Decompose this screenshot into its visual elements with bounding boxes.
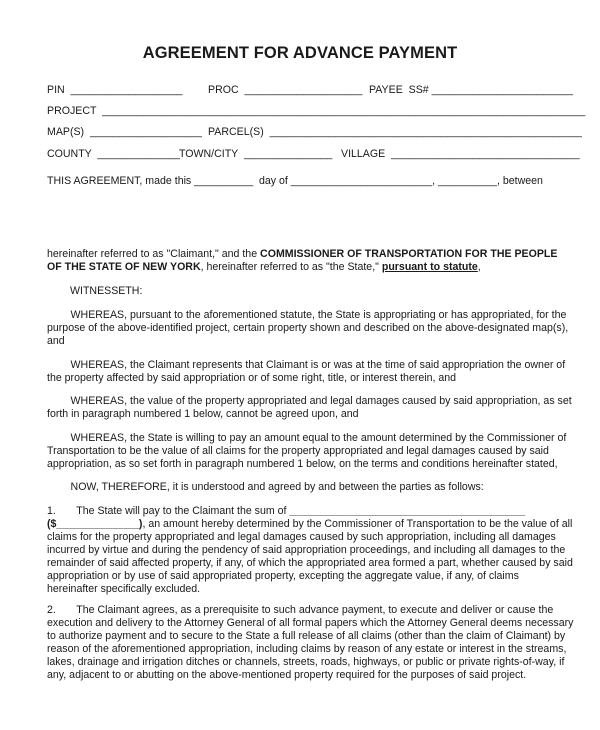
parcels-field: PARCEL(S) _____________________________________________________ — [208, 126, 582, 138]
state-ref-text: , hereinafter referred to as "the State," — [200, 261, 382, 273]
clause-1-line — [47, 505, 525, 518]
clause-2-line: lakes, drainage and irrigation ditches or channels, streets, roads, highways, or public or private rights-of-way, if — [47, 656, 565, 668]
clause-1-line — [47, 518, 572, 531]
pursuant-to-statute-text: pursuant to statute — [381, 261, 478, 273]
county-field: COUNTY ______________ — [47, 148, 180, 160]
amount-blank: ______________ — [56, 518, 139, 530]
whereas-4-line: appropriation, as so set forth in paragraph numbered 1 below, on the terms and conditions hereinafter stated, — [47, 458, 558, 470]
clause-2-line: 2. The Claimant agrees, as a prerequisite to such advance payment, to execute and deliver or cause the — [47, 604, 554, 616]
whereas-4-line: WHEREAS, the State is willing to pay an amount equal to the amount determined by the Commissioner of — [47, 432, 567, 444]
dollar-close: ) — [138, 518, 143, 530]
whereas-1-line: WHEREAS, pursuant to the aforementioned statute, the State is appropriating or has appropriated, for the — [47, 309, 567, 321]
pin-field: PIN ___________________ — [47, 84, 183, 96]
whereas-2-line: WHEREAS, the Claimant represents that Claimant is or was at the time of said appropriation the owner of — [47, 359, 566, 371]
village-field: VILLAGE ________________________________ — [341, 148, 580, 160]
clause-1-line: remainder of said affected property, if any, of which the appropriated area formed a part, whether caused by said — [47, 557, 573, 569]
commissioner-text: COMMISSIONER OF TRANSPORTATION FOR THE PEOPLE — [260, 248, 558, 260]
whereas-3-line: forth in paragraph numbered 1 below, cannot be agreed upon, and — [47, 408, 359, 420]
now-therefore-line: NOW, THEREFORE, it is understood and agreed by and between the parties as follows: — [47, 481, 484, 493]
whereas-1-line: purpose of the above-identified project, certain property shown and described on the above-designated map(s), — [47, 322, 569, 334]
whereas-2-line: the property affected by said appropriation or of some right, title, or interest therein, and — [47, 372, 457, 384]
payee-ss-field: PAYEE SS# ________________________ — [369, 84, 574, 96]
clause-1-line: claims for the property appropriated and legal damages caused by such appropriation, including all damages — [47, 531, 556, 543]
page-title: AGREEMENT FOR ADVANCE PAYMENT — [142, 44, 458, 62]
state-name-text: OF THE STATE OF NEW YORK — [47, 261, 201, 273]
clause-1-text: , an amount hereby determined by the Commissioner of Transportation to be the value of all — [142, 518, 573, 530]
clause-2-line: any, adjacent to or abutting on the above-mentioned property required for the purposes of said project. — [47, 669, 527, 681]
parties-text: hereinafter referred to as "Claimant," and the — [47, 248, 261, 260]
comma-text: , — [477, 261, 481, 273]
agreement-date-line: THIS AGREEMENT, made this __________ day of ________________________, __________, between — [47, 175, 543, 187]
whereas-1-line: and — [47, 335, 65, 347]
whereas-3-line: WHEREAS, the value of the property appropriated and legal damages caused by said appropriation, as set — [47, 395, 572, 407]
maps-field: MAP(S) ___________________ — [47, 126, 202, 138]
dollar-open: ($ — [47, 518, 57, 530]
witnesseth-heading: WITNESSETH: — [70, 285, 143, 297]
clause-2-line: to authorize payment and to secure to the State a full release of all claims (other than the claim of Claimant) by — [47, 630, 566, 642]
clause-2-line: reason of the aforementioned appropriation, including claims by reason of any estate or interest in the streams, — [47, 643, 567, 655]
clause-2-line: execution and delivery to the Attorney General of all formal papers which the Attorney General deems necessary — [47, 617, 574, 629]
clause-1-line: incurred by virtue and during the pendency of said appropriation proceedings, and including all damages to the — [47, 544, 566, 556]
proc-field: PROC ____________________ — [208, 84, 363, 96]
project-field: PROJECT __________________________________________________________________________________ — [47, 105, 586, 117]
sum-blank: ________________________________________ — [289, 505, 526, 517]
parties-line-1 — [47, 248, 557, 261]
clause-1-text: 1. The State will pay to the Claimant the sum of — [47, 505, 290, 517]
whereas-4-line: Transportation to be the value of all claims for the property appropriated and legal damages caused by said — [47, 445, 549, 457]
parties-line-2 — [47, 261, 481, 274]
town-city-field: TOWN/CITY _______________ — [179, 148, 333, 160]
clause-1-line: hereinafter specifically excluded. — [47, 583, 201, 595]
clause-1-line: appropriation or by use of said appropriated property, excepting the aggregate value, if any, of claims — [47, 570, 519, 582]
